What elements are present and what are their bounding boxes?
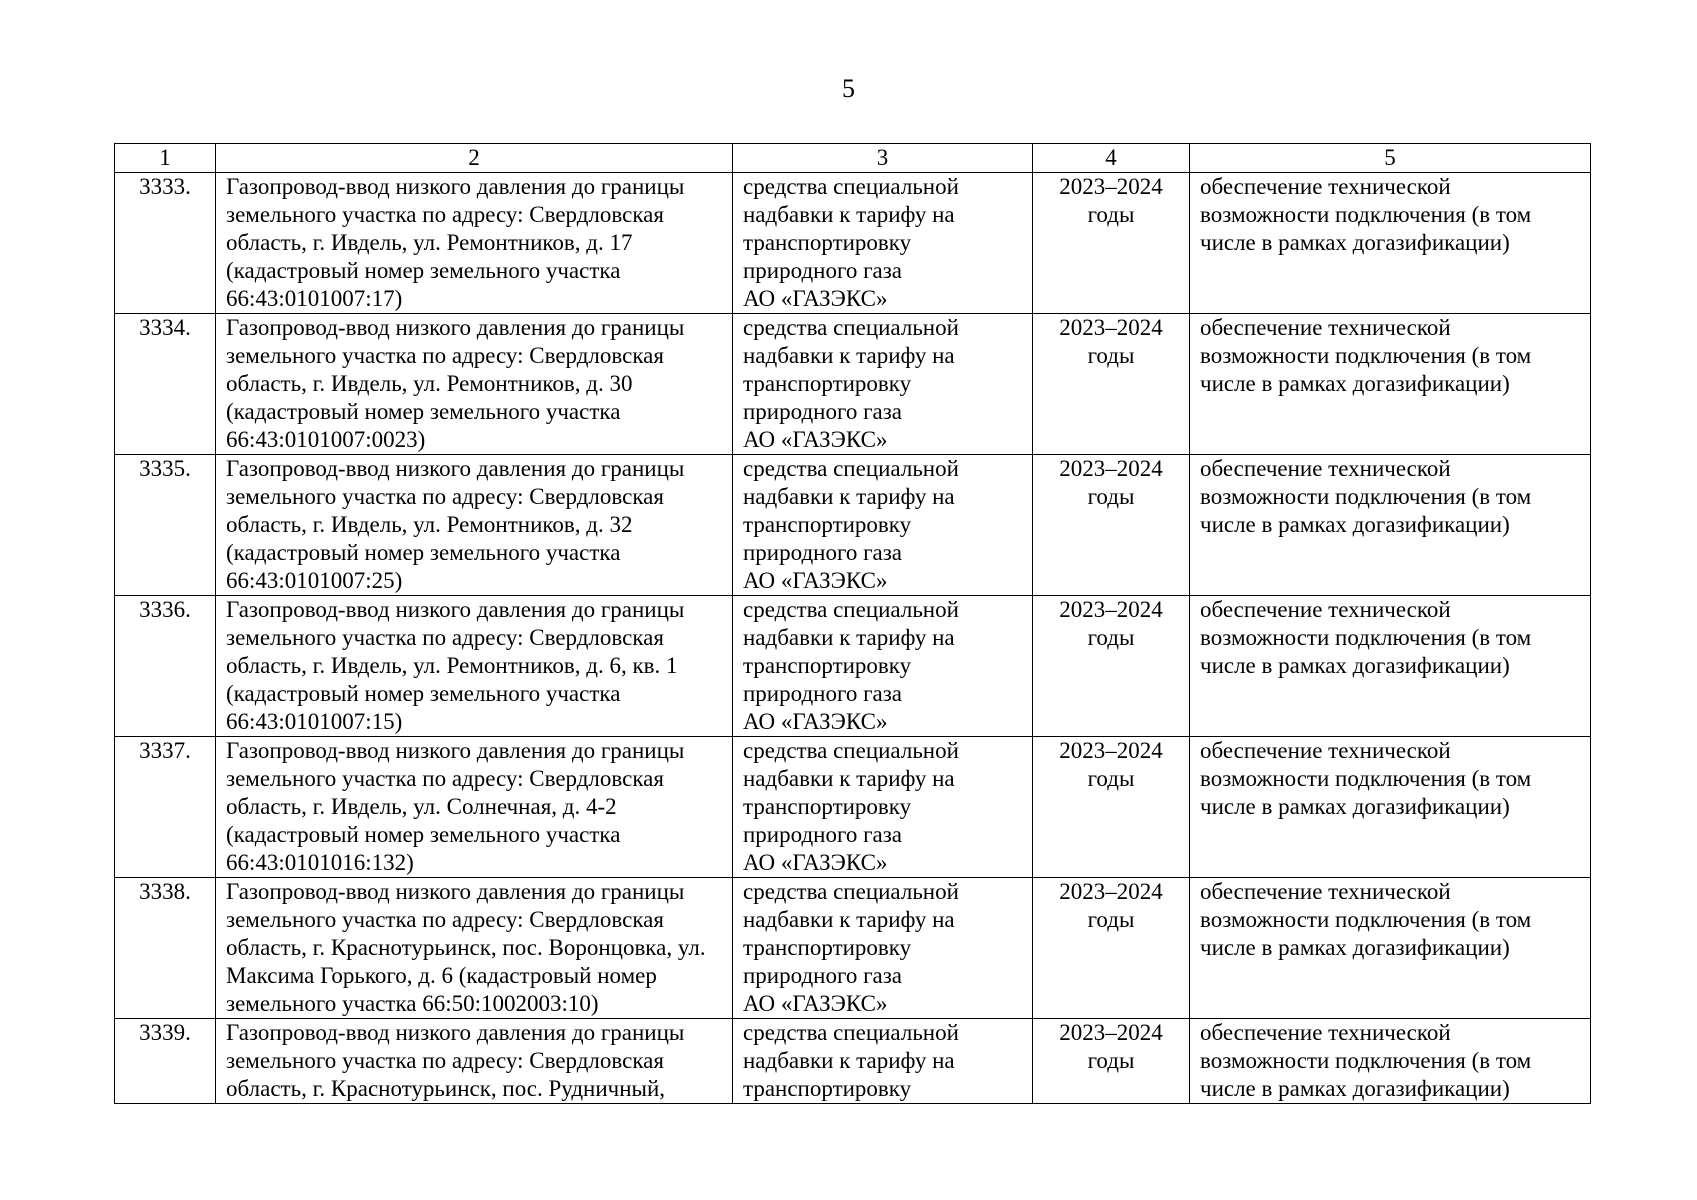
funding-source-text: средства специальной надбавки к тарифу на транспортировку: [743, 1020, 959, 1101]
implementation-period: [1033, 596, 1190, 737]
header-col-5: 5: [1190, 144, 1591, 173]
table-row: [115, 314, 1591, 455]
funding-source-text: средства специальной надбавки к тарифу на транспортировку природного газа: [743, 879, 959, 988]
funding-source-text: средства специальной надбавки к тарифу на транспортировку природного газа: [743, 738, 959, 847]
purpose: обеспечение технической возможности подключения (в том числе в рамках догазификации): [1190, 737, 1591, 878]
implementation-period: [1033, 173, 1190, 314]
table-row: [115, 173, 1591, 314]
object-description: Газопровод-ввод низкого давления до границы земельного участка по адресу: Свердловская область, г. Ивдель, ул. Ремонтников, д. 17 (кадастровый номер земельного участка 66:43:0101007:17): [216, 173, 733, 314]
row-number: 3336.: [115, 596, 216, 737]
object-description: Газопровод-ввод низкого давления до границы земельного участка по адресу: Свердловская область, г. Краснотурьинск, пос. Воронцовка, ул. Максима Горького, д. 6 (кадастровый номер земельного участка 66:50:1002003:10): [216, 878, 733, 1019]
funding-source-company: АО «ГАЗЭКС»: [743, 850, 888, 875]
funding-source: [733, 878, 1033, 1019]
table-row: [115, 737, 1591, 878]
purpose: обеспечение технической возможности подключения (в том числе в рамках догазификации): [1190, 1019, 1591, 1104]
page-number: 5: [842, 74, 855, 103]
header-col-2: 2: [216, 144, 733, 173]
implementation-period: [1033, 737, 1190, 878]
period-years: 2023–2024: [1059, 597, 1163, 622]
table-row: [115, 878, 1591, 1019]
funding-source-company: АО «ГАЗЭКС»: [743, 286, 888, 311]
table-row: [115, 1019, 1591, 1104]
period-years: 2023–2024: [1059, 174, 1163, 199]
funding-source: [733, 173, 1033, 314]
funding-source: [733, 455, 1033, 596]
implementation-period: [1033, 1019, 1190, 1104]
row-number: 3339.: [115, 1019, 216, 1104]
period-unit: годы: [1087, 202, 1135, 227]
period-years: 2023–2024: [1059, 456, 1163, 481]
funding-source-text: средства специальной надбавки к тарифу на транспортировку природного газа: [743, 174, 959, 283]
row-number: 3337.: [115, 737, 216, 878]
row-number: 3338.: [115, 878, 216, 1019]
purpose: обеспечение технической возможности подключения (в том числе в рамках догазификации): [1190, 455, 1591, 596]
implementation-period: [1033, 455, 1190, 596]
object-description: Газопровод-ввод низкого давления до границы земельного участка по адресу: Свердловская область, г. Ивдель, ул. Ремонтников, д. 30 (кадастровый номер земельного участка 66:43:0101007:0023): [216, 314, 733, 455]
funding-source-company: АО «ГАЗЭКС»: [743, 427, 888, 452]
period-unit: годы: [1087, 1048, 1135, 1073]
header-col-3: 3: [733, 144, 1033, 173]
period-unit: годы: [1087, 343, 1135, 368]
header-col-4: 4: [1033, 144, 1190, 173]
funding-source-text: средства специальной надбавки к тарифу на транспортировку природного газа: [743, 456, 959, 565]
funding-source-company: АО «ГАЗЭКС»: [743, 568, 888, 593]
period-years: 2023–2024: [1059, 1020, 1163, 1045]
purpose: обеспечение технической возможности подключения (в том числе в рамках догазификации): [1190, 596, 1591, 737]
implementation-period: [1033, 314, 1190, 455]
period-unit: годы: [1087, 907, 1135, 932]
period-years: 2023–2024: [1059, 879, 1163, 904]
funding-source-company: АО «ГАЗЭКС»: [743, 991, 888, 1016]
period-years: 2023–2024: [1059, 315, 1163, 340]
period-unit: годы: [1087, 484, 1135, 509]
period-unit: годы: [1087, 766, 1135, 791]
funding-source-text: средства специальной надбавки к тарифу на транспортировку природного газа: [743, 315, 959, 424]
table-header-row: [115, 144, 1591, 173]
row-number: 3335.: [115, 455, 216, 596]
purpose: обеспечение технической возможности подключения (в том числе в рамках догазификации): [1190, 314, 1591, 455]
implementation-period: [1033, 878, 1190, 1019]
object-description: Газопровод-ввод низкого давления до границы земельного участка по адресу: Свердловская область, г. Ивдель, ул. Ремонтников, д. 6, кв. 1 (кадастровый номер земельного участка 66:43:0101007:15): [216, 596, 733, 737]
object-description: Газопровод-ввод низкого давления до границы земельного участка по адресу: Свердловская область, г. Ивдель, ул. Солнечная, д. 4-2 (кадастровый номер земельного участка 66:43:0101016:132): [216, 737, 733, 878]
row-number: 3333.: [115, 173, 216, 314]
object-description: Газопровод-ввод низкого давления до границы земельного участка по адресу: Свердловская область, г. Краснотурьинск, пос. Рудничный,: [216, 1019, 733, 1104]
header-col-1: 1: [115, 144, 216, 173]
period-unit: годы: [1087, 625, 1135, 650]
funding-source-company: АО «ГАЗЭКС»: [743, 709, 888, 734]
object-description: Газопровод-ввод низкого давления до границы земельного участка по адресу: Свердловская область, г. Ивдель, ул. Ремонтников, д. 32 (кадастровый номер земельного участка 66:43:0101007:25): [216, 455, 733, 596]
purpose: обеспечение технической возможности подключения (в том числе в рамках догазификации): [1190, 173, 1591, 314]
table-row: [115, 455, 1591, 596]
purpose: обеспечение технической возможности подключения (в том числе в рамках догазификации): [1190, 878, 1591, 1019]
funding-source: [733, 1019, 1033, 1104]
row-number: 3334.: [115, 314, 216, 455]
funding-source: [733, 737, 1033, 878]
funding-source: [733, 596, 1033, 737]
document-table: [114, 143, 1591, 1104]
funding-source-text: средства специальной надбавки к тарифу на транспортировку природного газа: [743, 597, 959, 706]
funding-source: [733, 314, 1033, 455]
table-row: [115, 596, 1591, 737]
period-years: 2023–2024: [1059, 738, 1163, 763]
